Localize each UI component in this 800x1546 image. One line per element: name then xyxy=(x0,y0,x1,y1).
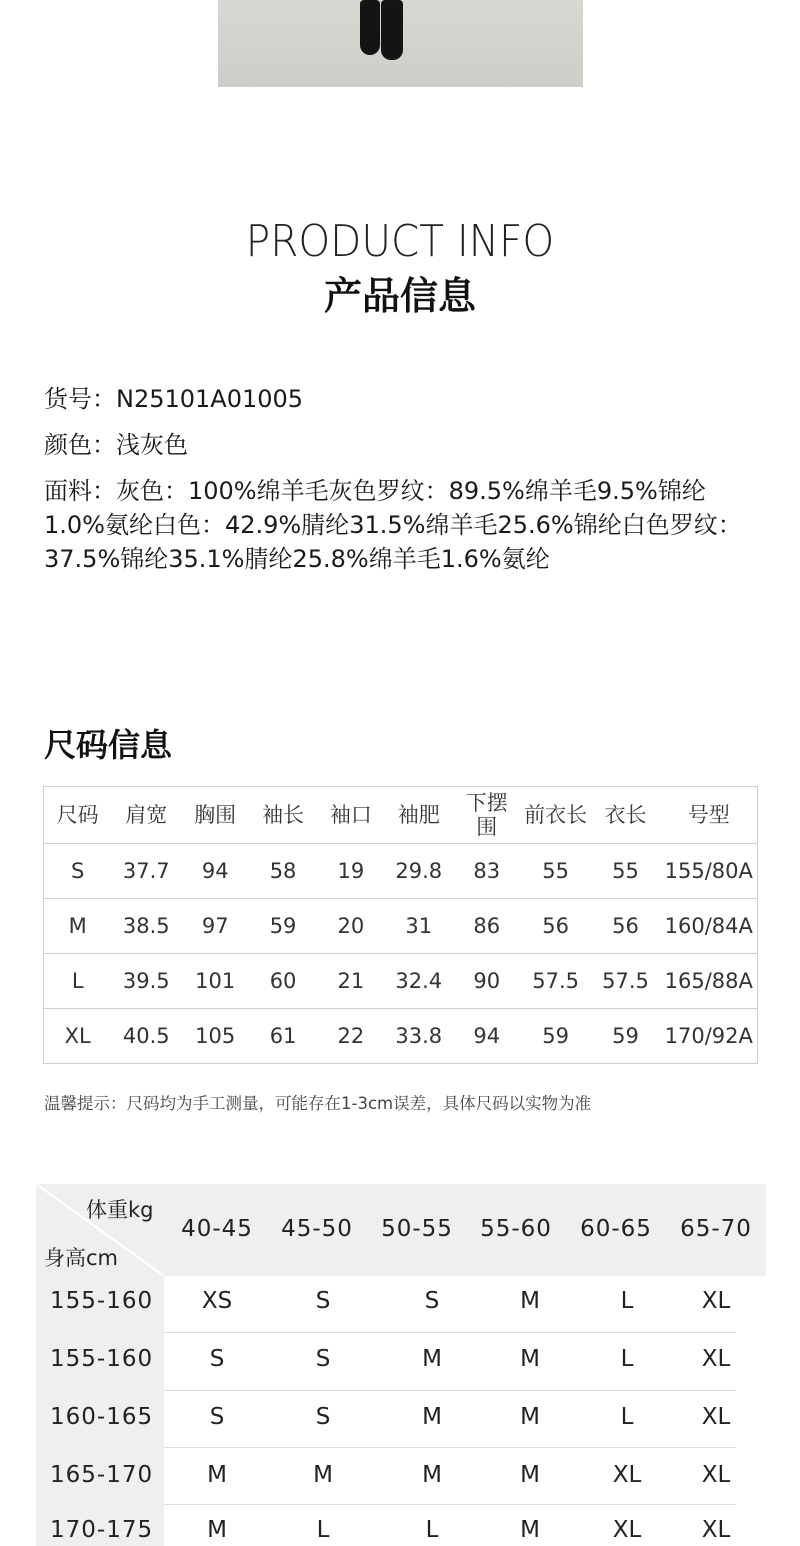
header-cell: 胸围 xyxy=(181,787,249,844)
table-cell: 59 xyxy=(591,1009,661,1064)
fit-cell: XL xyxy=(612,1462,642,1488)
table-cell: 155/80A xyxy=(660,844,757,899)
table-cell: 58 xyxy=(249,844,317,899)
table-cell: 86 xyxy=(453,899,521,954)
fit-cell: L xyxy=(425,1517,439,1543)
fit-cell: M xyxy=(422,1346,442,1372)
fit-table-corner xyxy=(36,1184,164,1276)
fit-cell: M xyxy=(207,1517,227,1543)
table-cell: 39.5 xyxy=(111,954,181,1009)
boot-right xyxy=(381,0,403,60)
fit-cell: L xyxy=(316,1517,330,1543)
height-value: 170-175 xyxy=(50,1517,154,1543)
table-row xyxy=(44,899,758,954)
table-cell: 56 xyxy=(521,899,591,954)
fit-cell: S xyxy=(315,1288,331,1314)
height-value: 155-160 xyxy=(50,1288,154,1314)
weight-col-header: 65-70 xyxy=(680,1216,752,1242)
fit-cell: S xyxy=(424,1288,440,1314)
table-cell: 60 xyxy=(249,954,317,1009)
table-row xyxy=(44,954,758,1009)
table-cell: 101 xyxy=(181,954,249,1009)
table-cell: 22 xyxy=(317,1009,385,1064)
table-cell: 20 xyxy=(317,899,385,954)
fit-cell: XS xyxy=(201,1288,233,1314)
table-cell: 55 xyxy=(591,844,661,899)
row-divider xyxy=(164,1390,736,1391)
header-cell: 衣长 xyxy=(591,787,661,844)
table-cell: M xyxy=(44,899,112,954)
fabric-value: 灰色：100%绵羊毛灰色罗纹：89.5%绵羊毛9.5%锦纶1.0%氨纶白色：42.9%腈纶31.5%绵羊毛25.6%锦纶白色罗纹：37.5%锦纶35.1%腈纶25.8%绵羊毛1.6%氨纶 xyxy=(44,477,742,573)
table-cell: 170/92A xyxy=(660,1009,757,1064)
header-cell: 下摆围 xyxy=(453,787,521,844)
fit-cell: L xyxy=(620,1288,634,1314)
table-cell: XL xyxy=(44,1009,112,1064)
table-cell: S xyxy=(44,844,112,899)
fabric-line xyxy=(44,474,764,576)
table-cell: 56 xyxy=(591,899,661,954)
table-cell: 38.5 xyxy=(111,899,181,954)
height-label: 身高cm xyxy=(44,1246,119,1270)
header-cell: 袖长 xyxy=(249,787,317,844)
fit-cell: XL xyxy=(701,1462,731,1488)
header-cell: 肩宽 xyxy=(111,787,181,844)
height-column xyxy=(36,1276,164,1546)
table-row xyxy=(44,1009,758,1064)
size-table-header xyxy=(44,787,758,844)
table-cell: 94 xyxy=(181,844,249,899)
table-cell: 40.5 xyxy=(111,1009,181,1064)
fit-cell: M xyxy=(520,1288,540,1314)
table-cell: 90 xyxy=(453,954,521,1009)
fit-cell: XL xyxy=(612,1517,642,1543)
table-cell: 160/84A xyxy=(660,899,757,954)
header-cell: 袖肥 xyxy=(385,787,453,844)
table-cell: 83 xyxy=(453,844,521,899)
fit-cell: M xyxy=(207,1462,227,1488)
fit-cell: M xyxy=(422,1462,442,1488)
fit-cell: M xyxy=(313,1462,333,1488)
boot-left xyxy=(360,0,380,55)
fit-cell: M xyxy=(520,1517,540,1543)
fit-cell: S xyxy=(209,1346,225,1372)
fit-cell: M xyxy=(520,1462,540,1488)
fit-cell: M xyxy=(422,1404,442,1430)
table-cell: L xyxy=(44,954,112,1009)
section-title-cn: 产品信息 xyxy=(323,274,476,318)
header-cell: 袖口 xyxy=(317,787,385,844)
table-cell: 32.4 xyxy=(385,954,453,1009)
size-table xyxy=(43,786,758,1064)
fit-cell: L xyxy=(620,1346,634,1372)
table-cell: 59 xyxy=(249,899,317,954)
table-cell: 59 xyxy=(521,1009,591,1064)
height-value: 155-160 xyxy=(50,1346,154,1372)
weight-label: 体重kg xyxy=(86,1198,154,1222)
fabric-label: 面料： xyxy=(44,477,116,505)
product-photo xyxy=(218,0,583,87)
color-label: 颜色： xyxy=(44,431,116,459)
table-cell: 57.5 xyxy=(521,954,591,1009)
table-cell: 97 xyxy=(181,899,249,954)
fit-cell: S xyxy=(209,1404,225,1430)
table-row xyxy=(44,844,758,899)
table-cell: 165/88A xyxy=(660,954,757,1009)
sku-value: N25101A01005 xyxy=(116,385,304,413)
row-divider xyxy=(164,1447,736,1448)
fit-cell: XL xyxy=(701,1346,731,1372)
weight-col-header: 60-65 xyxy=(580,1216,652,1242)
color-value: 浅灰色 xyxy=(116,431,188,459)
fit-cell: S xyxy=(315,1404,331,1430)
fit-cell: XL xyxy=(701,1288,731,1314)
weight-col-header: 45-50 xyxy=(281,1216,353,1242)
height-value: 160-165 xyxy=(50,1404,154,1430)
row-divider xyxy=(164,1504,736,1505)
header-cell: 号型 xyxy=(660,787,757,844)
fit-cell: S xyxy=(315,1346,331,1372)
fit-cell: M xyxy=(520,1346,540,1372)
size-tip: 温馨提示：尺码均为手工测量，可能存在1-3cm误差，具体尺码以实物为准 xyxy=(44,1094,592,1113)
sku-line xyxy=(44,382,303,416)
weight-col-header: 55-60 xyxy=(480,1216,552,1242)
table-cell: 29.8 xyxy=(385,844,453,899)
color-line xyxy=(44,428,188,462)
table-cell: 21 xyxy=(317,954,385,1009)
table-cell: 61 xyxy=(249,1009,317,1064)
section-title-en: PRODUCT INFO xyxy=(245,216,555,267)
table-cell: 19 xyxy=(317,844,385,899)
header-cell: 前衣长 xyxy=(521,787,591,844)
table-cell: 105 xyxy=(181,1009,249,1064)
weight-col-header: 40-45 xyxy=(181,1216,253,1242)
table-cell: 31 xyxy=(385,899,453,954)
height-value: 165-170 xyxy=(50,1462,154,1488)
fit-table xyxy=(36,1184,766,1546)
fit-cell: XL xyxy=(701,1517,731,1543)
table-cell: 55 xyxy=(521,844,591,899)
fit-cell: L xyxy=(620,1404,634,1430)
row-divider xyxy=(164,1332,736,1333)
fit-cell: XL xyxy=(701,1404,731,1430)
sku-label: 货号： xyxy=(44,385,116,413)
table-cell: 37.7 xyxy=(111,844,181,899)
header-cell: 尺码 xyxy=(44,787,112,844)
table-cell: 33.8 xyxy=(385,1009,453,1064)
table-cell: 94 xyxy=(453,1009,521,1064)
fit-cell: M xyxy=(520,1404,540,1430)
size-section-title: 尺码信息 xyxy=(44,726,173,764)
weight-col-header: 50-55 xyxy=(381,1216,453,1242)
table-cell: 57.5 xyxy=(591,954,661,1009)
